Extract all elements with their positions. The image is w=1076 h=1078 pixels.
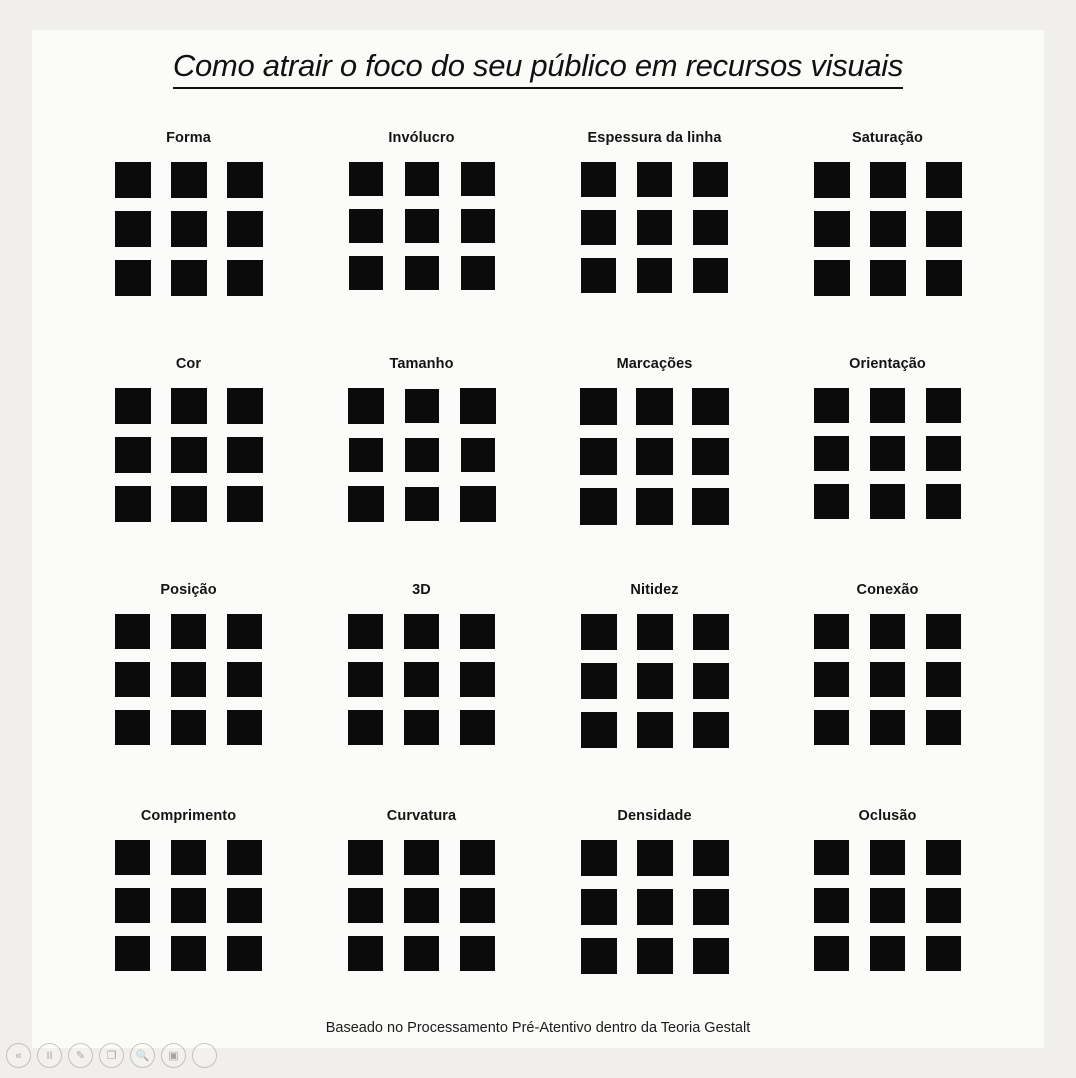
mark-grid	[804, 388, 972, 519]
square-mark	[461, 209, 495, 243]
square-mark	[581, 614, 617, 650]
feature-cell-label: Nitidez	[630, 582, 679, 598]
square-mark	[814, 710, 849, 745]
square-mark	[814, 162, 850, 198]
square-mark	[405, 209, 439, 243]
feature-cell-label: Orientação	[849, 356, 926, 372]
square-mark	[870, 936, 905, 971]
feature-cell	[771, 356, 1004, 582]
square-mark	[115, 260, 151, 296]
more-icon[interactable]	[192, 1043, 217, 1068]
square-mark	[461, 162, 495, 196]
square-mark	[348, 840, 383, 875]
square-mark	[693, 889, 729, 925]
square-mark	[348, 486, 384, 522]
square-mark	[870, 888, 905, 923]
mark-grid	[804, 614, 972, 745]
square-mark	[171, 437, 207, 473]
square-mark	[637, 258, 672, 293]
square-mark	[461, 438, 495, 472]
square-mark	[460, 936, 495, 971]
square-mark	[171, 710, 206, 745]
square-mark	[870, 211, 906, 247]
square-mark	[637, 210, 672, 245]
feature-cell-label: Invólucro	[388, 130, 455, 146]
mark-grid	[105, 840, 273, 971]
square-mark	[580, 488, 617, 525]
feature-cell-label: Saturação	[851, 130, 923, 146]
square-mark	[580, 388, 617, 425]
mark-grid	[571, 388, 739, 525]
square-mark	[926, 388, 961, 423]
square-mark	[115, 840, 150, 875]
square-mark	[404, 662, 439, 697]
square-mark	[227, 162, 263, 198]
feature-cell-label: Espessura da linha	[587, 130, 722, 146]
feature-cell	[771, 130, 1004, 356]
mark-grid	[571, 840, 739, 974]
feature-cell	[72, 356, 305, 582]
mark-grid	[338, 162, 506, 290]
square-mark	[115, 888, 150, 923]
square-mark	[171, 662, 206, 697]
square-mark	[870, 662, 905, 697]
square-mark	[115, 936, 150, 971]
square-mark	[814, 614, 849, 649]
square-mark	[460, 840, 495, 875]
square-mark	[692, 388, 729, 425]
square-mark	[171, 888, 206, 923]
square-mark	[348, 662, 383, 697]
square-mark	[171, 260, 207, 296]
square-mark	[460, 710, 495, 745]
square-mark	[637, 840, 673, 876]
square-mark	[581, 210, 616, 245]
square-mark	[405, 487, 439, 521]
square-mark	[405, 162, 439, 196]
feature-cell-label: Conexão	[856, 582, 919, 598]
square-mark	[693, 663, 729, 699]
mark-grid	[105, 162, 273, 296]
square-mark	[348, 710, 383, 745]
square-mark	[926, 840, 961, 875]
square-mark	[115, 614, 150, 649]
square-mark	[926, 614, 961, 649]
square-mark	[693, 162, 728, 197]
feature-cell-label: Marcações	[616, 356, 693, 372]
square-mark	[814, 260, 850, 296]
feature-grid	[72, 130, 1004, 1034]
mark-grid	[804, 162, 972, 296]
square-mark	[870, 162, 906, 198]
square-mark	[405, 256, 439, 290]
feature-cell	[72, 808, 305, 1034]
square-mark	[349, 256, 383, 290]
feature-cell-label: Oclusão	[858, 808, 917, 824]
square-mark	[171, 486, 207, 522]
square-mark	[171, 936, 206, 971]
square-mark	[692, 488, 729, 525]
feature-cell	[305, 356, 538, 582]
mark-grid	[804, 840, 972, 971]
page-title-container	[32, 48, 1044, 89]
mark-grid	[571, 162, 739, 293]
square-mark	[693, 712, 729, 748]
square-mark	[926, 162, 962, 198]
square-mark	[348, 614, 383, 649]
feature-cell	[771, 808, 1004, 1034]
square-mark	[115, 437, 151, 473]
square-mark	[227, 486, 263, 522]
square-mark	[580, 438, 617, 475]
feature-cell-label: Cor	[175, 356, 202, 372]
feature-cell-label: Tamanho	[389, 356, 454, 372]
feature-cell	[771, 582, 1004, 808]
square-mark	[870, 710, 905, 745]
square-mark	[870, 484, 905, 519]
mark-grid	[105, 614, 273, 745]
square-mark	[460, 388, 496, 424]
search-icon[interactable]: 🔍	[130, 1043, 155, 1068]
square-mark	[404, 936, 439, 971]
footer-note: Baseado no Processamento Pré-Atentivo dentro da Teoria Gestalt	[325, 1020, 751, 1036]
square-mark	[814, 436, 849, 471]
square-mark	[115, 211, 151, 247]
square-mark	[693, 614, 729, 650]
square-mark	[637, 663, 673, 699]
pencil-icon[interactable]: ✎	[68, 1043, 93, 1068]
square-mark	[581, 162, 616, 197]
feature-cell	[538, 130, 771, 356]
square-mark	[926, 260, 962, 296]
square-mark	[349, 209, 383, 243]
square-mark	[870, 614, 905, 649]
square-mark	[348, 888, 383, 923]
mark-grid	[105, 388, 273, 522]
square-mark	[348, 388, 384, 424]
mark-grid	[571, 614, 739, 748]
square-mark	[227, 710, 262, 745]
square-mark	[693, 840, 729, 876]
feature-cell	[305, 130, 538, 356]
feature-cell-label: Forma	[166, 130, 211, 146]
feature-cell-label: 3D	[412, 582, 431, 598]
square-mark	[581, 712, 617, 748]
square-mark	[227, 662, 262, 697]
copy-icon[interactable]: ❐	[99, 1043, 124, 1068]
square-mark	[637, 938, 673, 974]
feature-cell-label: Posição	[160, 582, 217, 598]
feature-cell	[305, 808, 538, 1034]
square-mark	[581, 258, 616, 293]
square-mark	[171, 211, 207, 247]
square-mark	[926, 662, 961, 697]
square-mark	[637, 614, 673, 650]
square-mark	[171, 162, 207, 198]
page-title: Como atrair o foco do seu público em recursos visuais	[173, 48, 903, 89]
annotation-toolbar[interactable]	[6, 1043, 217, 1068]
square-mark	[814, 936, 849, 971]
square-mark	[349, 438, 383, 472]
feature-cell	[305, 582, 538, 808]
previous-icon[interactable]: «	[6, 1043, 31, 1068]
square-mark	[693, 938, 729, 974]
square-mark	[227, 211, 263, 247]
feature-cell	[538, 808, 771, 1034]
square-mark	[926, 484, 961, 519]
window-icon[interactable]: ▣	[161, 1043, 186, 1068]
feature-cell	[72, 130, 305, 356]
square-mark	[404, 614, 439, 649]
pause-icon[interactable]: II	[37, 1043, 62, 1068]
square-mark	[460, 888, 495, 923]
square-mark	[348, 936, 383, 971]
square-mark	[637, 162, 672, 197]
square-mark	[814, 388, 849, 423]
square-mark	[227, 614, 262, 649]
square-mark	[926, 436, 961, 471]
square-mark	[870, 436, 905, 471]
square-mark	[926, 936, 961, 971]
square-mark	[227, 840, 262, 875]
square-mark	[227, 388, 263, 424]
square-mark	[460, 486, 496, 522]
square-mark	[460, 662, 495, 697]
square-mark	[404, 710, 439, 745]
square-mark	[227, 936, 262, 971]
square-mark	[405, 438, 439, 472]
square-mark	[814, 840, 849, 875]
square-mark	[636, 488, 673, 525]
square-mark	[637, 712, 673, 748]
square-mark	[405, 389, 439, 423]
feature-cell	[72, 582, 305, 808]
square-mark	[926, 710, 961, 745]
square-mark	[814, 662, 849, 697]
square-mark	[227, 888, 262, 923]
square-mark	[227, 437, 263, 473]
square-mark	[115, 162, 151, 198]
square-mark	[814, 211, 850, 247]
square-mark	[227, 260, 263, 296]
feature-cell-label: Curvatura	[386, 808, 457, 824]
square-mark	[581, 938, 617, 974]
square-mark	[636, 438, 673, 475]
mark-grid	[338, 614, 506, 745]
mark-grid	[338, 388, 506, 522]
square-mark	[581, 889, 617, 925]
square-mark	[460, 614, 495, 649]
square-mark	[404, 888, 439, 923]
square-mark	[115, 710, 150, 745]
square-mark	[926, 888, 961, 923]
square-mark	[115, 662, 150, 697]
square-mark	[581, 663, 617, 699]
square-mark	[926, 211, 962, 247]
feature-cell-label: Comprimento	[140, 808, 237, 824]
square-mark	[115, 486, 151, 522]
mark-grid	[338, 840, 506, 971]
square-mark	[693, 210, 728, 245]
square-mark	[115, 388, 151, 424]
poster-sheet	[32, 30, 1044, 1048]
square-mark	[171, 614, 206, 649]
square-mark	[636, 388, 673, 425]
square-mark	[693, 258, 728, 293]
square-mark	[171, 388, 207, 424]
feature-cell	[538, 356, 771, 582]
square-mark	[404, 840, 439, 875]
feature-cell-label: Densidade	[617, 808, 692, 824]
square-mark	[461, 256, 495, 290]
square-mark	[349, 162, 383, 196]
square-mark	[581, 840, 617, 876]
square-mark	[692, 438, 729, 475]
square-mark	[171, 840, 206, 875]
feature-cell	[538, 582, 771, 808]
square-mark	[637, 889, 673, 925]
square-mark	[870, 260, 906, 296]
square-mark	[814, 888, 849, 923]
square-mark	[814, 484, 849, 519]
square-mark	[870, 388, 905, 423]
square-mark	[870, 840, 905, 875]
